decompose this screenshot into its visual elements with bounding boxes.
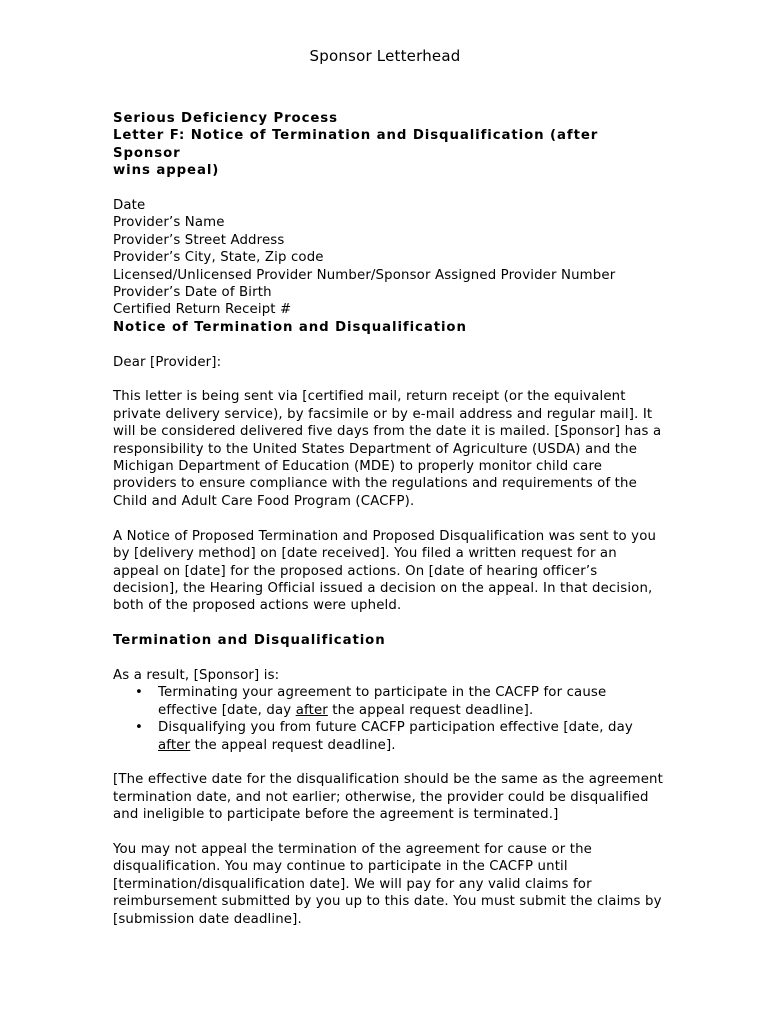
spacer — [113, 180, 663, 197]
address-line-certified-receipt: Certified Return Receipt # — [113, 302, 292, 318]
underlined-word: after — [158, 737, 191, 753]
spacer — [113, 754, 663, 771]
list-item-text: the appeal request deadline]. — [190, 737, 396, 753]
paragraph-delivery: This letter is being sent via [certified mail, return receipt (or the equivalent private delivery service), by facsimile or by e-mail address and regular mail]. It will be considered delivered five days from the date it is mailed. [Sponsor] has a responsibility to the United States Department of Agriculture (USDA) and the Michigan Department of Education (MDE) to properly monitor child care providers to ensure compliance with the regulations and requirements of the Child and Adult Care Food Program (CACFP). — [113, 389, 662, 509]
notice-heading: Notice of Termination and Disqualification — [113, 319, 467, 335]
address-line-date: Date — [113, 198, 146, 214]
list-item — [135, 719, 663, 754]
letterhead: Sponsor Letterhead — [309, 47, 461, 65]
address-line-date-of-birth: Provider’s Date of Birth — [113, 285, 272, 301]
list-item — [135, 684, 663, 719]
paragraph-appeal-history: A Notice of Proposed Termination and Proposed Disqualification was sent to you by [delivery method] on [date received]. You filed a written request for an appeal on [date] for the proposed actions. On [date of hearing officer’s decision], the Hearing Official issued a decision on the appeal. In that decision, both of the proposed actions were upheld. — [113, 528, 657, 614]
letter-body — [113, 110, 663, 928]
process-title: Serious Deficiency Process — [113, 111, 338, 126]
underlined-word: after — [295, 702, 328, 718]
spacer — [113, 336, 663, 353]
spacer — [113, 371, 663, 388]
address-block — [113, 197, 663, 319]
result-intro: As a result, [Sponsor] is: — [113, 667, 280, 683]
address-line-provider-number: Licensed/Unlicensed Provider Number/Sponsor Assigned Provider Number — [113, 267, 616, 283]
bullet-icon: • — [135, 720, 143, 736]
spacer — [113, 510, 663, 527]
letter-title-line-1: Letter F: Notice of Termination and Disqualification (after Sponsor — [113, 128, 599, 161]
spacer — [113, 824, 663, 841]
bullet-icon: • — [135, 685, 143, 701]
spacer — [113, 615, 663, 632]
list-item-text: the appeal request deadline]. — [327, 702, 534, 718]
address-line-city-state-zip: Provider’s City, State, Zip code — [113, 250, 324, 266]
address-line-street: Provider’s Street Address — [113, 232, 285, 248]
spacer — [113, 650, 663, 667]
paragraph-effective-date-note: [The effective date for the disqualification should be the same as the agreement termination date, and not earlier; otherwise, the provider could be disqualified and ineligible to participate before the agreement is terminated.] — [113, 772, 663, 823]
list-item-text: Disqualifying you from future CACFP participation effective [date, day — [158, 720, 633, 736]
section-heading: Termination and Disqualification — [113, 633, 386, 649]
address-line-provider-name: Provider’s Name — [113, 215, 225, 231]
paragraph-no-appeal: You may not appeal the termination of the agreement for cause or the disqualification. You may continue to participate in the CACFP until [termination/disqualification date]. We will pay for any valid claims for reimbursement submitted by you up to this date. You must submit the claims by [submission date deadline]. — [113, 841, 662, 927]
list-item-text: Terminating your agreement to participate in the CACFP for cause effective [date, day — [158, 685, 607, 718]
salutation: Dear [Provider]: — [113, 354, 222, 370]
result-list — [113, 684, 663, 754]
letter-title-line-2: wins appeal) — [113, 163, 220, 179]
